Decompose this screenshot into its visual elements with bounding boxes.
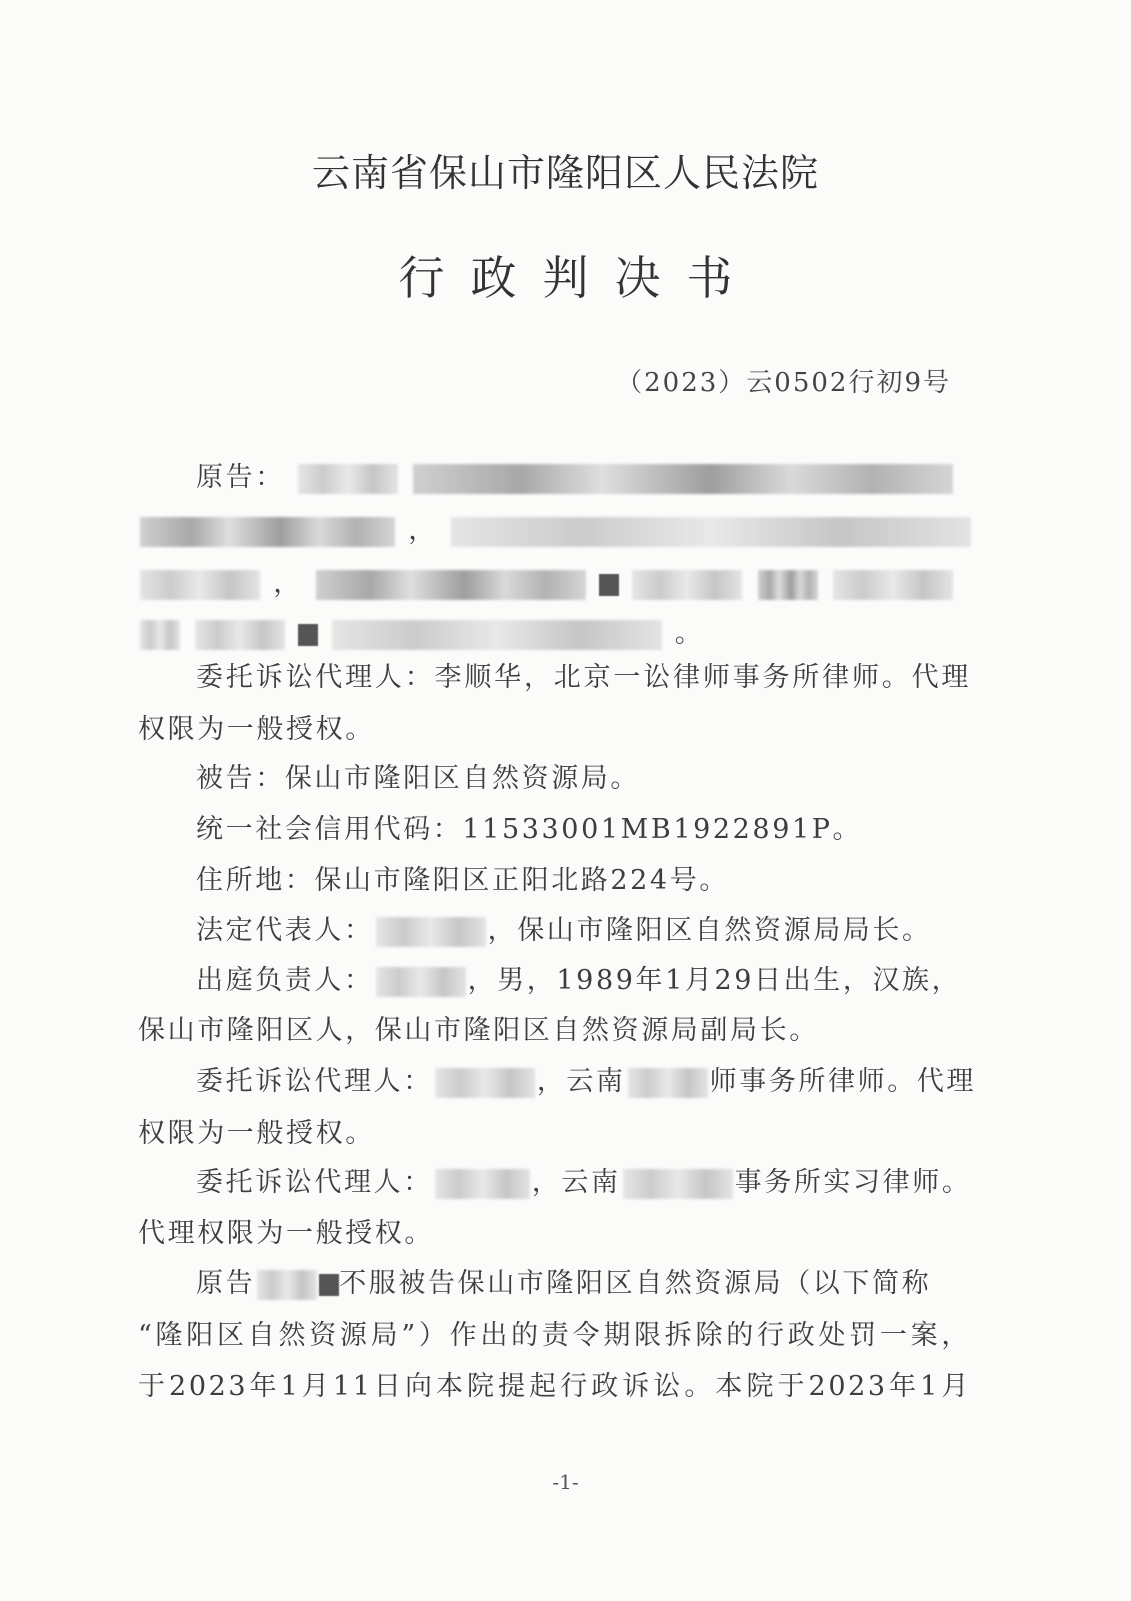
redacted-text xyxy=(833,570,953,600)
plaintiff-line-2 xyxy=(138,505,971,557)
redacted-name xyxy=(376,917,486,947)
page-number: -1- xyxy=(552,1470,579,1494)
address-line: 住所地：保山市隆阳区正阳北路224号。 xyxy=(196,865,729,896)
agent3-cont: 代理权限为一般授权。 xyxy=(138,1218,434,1249)
court-rep-line xyxy=(196,955,971,1007)
case-number: （2023）云0502行初9号 xyxy=(616,368,951,398)
agent3-mid: ，云南 xyxy=(531,1167,621,1198)
redacted-text xyxy=(451,517,971,547)
redacted-text xyxy=(758,570,818,600)
para-rest: 不服被告保山市隆阳区自然资源局（以下简称 xyxy=(339,1268,932,1299)
court-rep-rest: ，男，1989年1月29日出生，汉族， xyxy=(467,965,962,996)
redacted-text xyxy=(140,517,395,547)
redacted-name xyxy=(298,464,398,494)
redacted-name xyxy=(435,1169,530,1199)
redacted-name xyxy=(257,1270,317,1300)
plaintiff-line xyxy=(196,452,971,504)
plaintiff-line-3 xyxy=(138,558,971,610)
agent1-line: 委托诉讼代理人：李顺华，北京一讼律师事务所律师。代理 xyxy=(196,662,971,693)
redacted-text xyxy=(413,464,953,494)
agent3-tail: 事务所实习律师。 xyxy=(734,1167,972,1198)
legal-rep-line xyxy=(196,905,971,957)
credit-code-line: 统一社会信用代码：11533001MB1922891P。 xyxy=(196,814,863,845)
redacted-name xyxy=(435,1068,535,1098)
comma: ， xyxy=(273,568,303,599)
redacted-text xyxy=(332,620,662,650)
document-title: 行政判决书 xyxy=(398,251,759,305)
agent2-line xyxy=(196,1056,977,1108)
comma: ， xyxy=(408,515,438,546)
case-paragraph-line-2: “隆阳区自然资源局”）作出的责令期限拆除的行政处罚一案， xyxy=(138,1320,971,1351)
redacted-text xyxy=(623,1169,733,1199)
redacted-text xyxy=(316,570,586,600)
legal-rep-label: 法定代表人： xyxy=(196,915,374,946)
agent2-mid: ，云南 xyxy=(536,1066,626,1097)
para-label: 原告 xyxy=(196,1268,256,1299)
redacted-text xyxy=(140,570,260,600)
redaction-block xyxy=(298,624,318,646)
court-rep-cont: 保山市隆阳区人，保山市隆阳区自然资源局副局长。 xyxy=(138,1015,819,1046)
case-paragraph-line-3: 于2023年1月11日向本院提起行政诉讼。本院于2023年1月 xyxy=(138,1371,971,1402)
redacted-name xyxy=(376,967,466,997)
agent2-cont: 权限为一般授权。 xyxy=(138,1118,375,1149)
agent3-line xyxy=(196,1157,971,1209)
defendant-line: 被告：保山市隆阳区自然资源局。 xyxy=(196,763,640,794)
redacted-text xyxy=(632,570,742,600)
agent1-cont: 权限为一般授权。 xyxy=(138,714,375,745)
period: 。 xyxy=(674,618,705,649)
court-rep-label: 出庭负责人： xyxy=(196,965,374,996)
court-name: 云南省保山市隆阳区人民法院 xyxy=(311,151,819,195)
agent3-label: 委托诉讼代理人： xyxy=(196,1167,433,1198)
plaintiff-label: 原告： xyxy=(196,462,285,493)
redaction-block xyxy=(319,1274,339,1296)
redaction-block xyxy=(599,574,619,596)
case-paragraph-line-1 xyxy=(196,1258,971,1310)
redacted-text xyxy=(628,1068,708,1098)
legal-rep-rest: ，保山市隆阳区自然资源局局长。 xyxy=(487,915,932,946)
agent2-label: 委托诉讼代理人： xyxy=(196,1066,433,1097)
redacted-text xyxy=(140,620,180,650)
redacted-text xyxy=(195,620,285,650)
agent2-tail: 师事务所律师。代理 xyxy=(709,1066,977,1097)
